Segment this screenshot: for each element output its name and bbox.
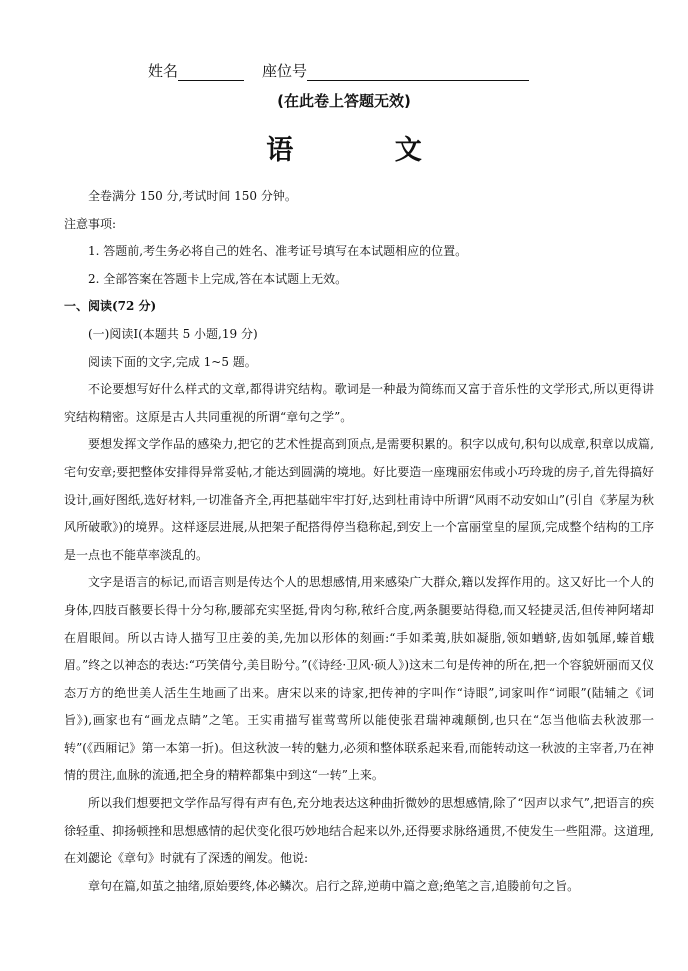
section-title: 一、阅读(72 分) [64, 299, 157, 314]
candidate-info-line [148, 60, 529, 81]
article-paragraph-1: 不论要想写好什么样式的文章,都得讲究结构。歌词是一种最为简练而又富于音乐性的文学形式,所以更得讲究结构精密。这原是古人共同重视的所谓“章句之学”。 [64, 382, 654, 424]
article-paragraph-3: 文字是语言的标记,而语言则是传达个人的思想感情,用来感染广大群众,籍以发挥作用的。这又好比一个人的身体,四肢百骸要长得十分匀称,腰部充实坚挺,骨肉匀称,秾纤合度,两条腿要站得稳,而又轻捷灵活,但传神阿堵却在眉眼间。所以古诗人描写卫庄姜的美,先加以形体的刻画:“手如柔荑,肤如凝脂,领如蝤蛴,齿如瓠犀,螓首蛾眉。”终之以神态的表达:“巧笑倩兮,美目盼兮。”(《诗经·卫风·硕人》)这末二句是传神的所在,把一个容貌妍丽而又仪态万方的绝世美人活生生地画了出来。唐宋以来的诗家,把传神的字叫作“诗眼”,词家叫作“词眼”(陆辅之《词旨》),画家也有“画龙点睛”之笔。王实甫描写崔莺莺所以能使张君瑞神魂颠倒,也只在“怎当他临去秋波那一转”(《西厢记》第一本第一折)。但这秋波一转的魅力,必须和整体联系起来看,而能转动这一秋波的主宰者,乃在神情的贯注,血脉的流通,把全身的精粹都集中到这“一转”上来。 [64, 575, 654, 783]
subsection-title: (一)阅读Ⅰ(本题共 5 小题,19 分) [88, 326, 258, 341]
name-label: 姓名 [148, 62, 179, 80]
notes-title: 注意事项: [64, 216, 117, 231]
seat-blank [307, 64, 529, 81]
note-item-1: 1. 答题前,考生务必将自己的姓名、准考证号填写在本试题相应的位置。 [88, 244, 468, 259]
article-paragraph-4: 所以我们想要把文学作品写得有声有色,充分地表达这种曲折微妙的思想感情,除了“因声以求气”,把语言的疾徐轻重、抑扬顿挫和思想感情的起伏变化很巧妙地结合起来以外,还得要求脉络通贯,不使发生一些阻滞。这道理,在刘勰论《章句》时就有了深透的阐发。他说: [64, 796, 654, 866]
reading-instruction: 阅读下面的文字,完成 1~5 题。 [88, 354, 257, 369]
article-paragraph-2: 要想发挥文学作品的感染力,把它的艺术性提高到顶点,是需要积累的。积字以成句,积句以成章,积章以成篇,宅句安章;要把整体安排得异常妥帖,才能达到圆满的境地。好比要造一座瑰丽宏伟或小巧玲珑的房子,首先得搞好设计,画好图纸,选好材料,一切准备齐全,再把基础牢牢打好,达到杜甫诗中所谓“风雨不动安如山”(引自《茅屋为秋风所破歌》)的境界。这样逐层进展,从把架子配搭得停当稳称起,到安上一个富丽堂皇的屋顶,完成整个结构的工序是一点也不能草率淡乱的。 [64, 437, 654, 562]
invalid-answer-notice: (在此卷上答题无效) [277, 92, 411, 110]
score-time-info: 全卷满分 150 分,考试时间 150 分钟。 [88, 189, 297, 203]
page-title: 语 文 [266, 135, 468, 166]
exam-body [64, 183, 654, 900]
note-item-2: 2. 全部答案在答题卡上完成,答在本试题上无效。 [88, 271, 348, 286]
article-quote: 章句在篇,如茧之抽绪,原始要终,体必鳞次。启行之辞,逆萌中篇之意;绝笔之言,追媵前句之旨。 [88, 878, 580, 893]
seat-label: 座位号 [262, 62, 308, 80]
name-blank [178, 64, 244, 81]
